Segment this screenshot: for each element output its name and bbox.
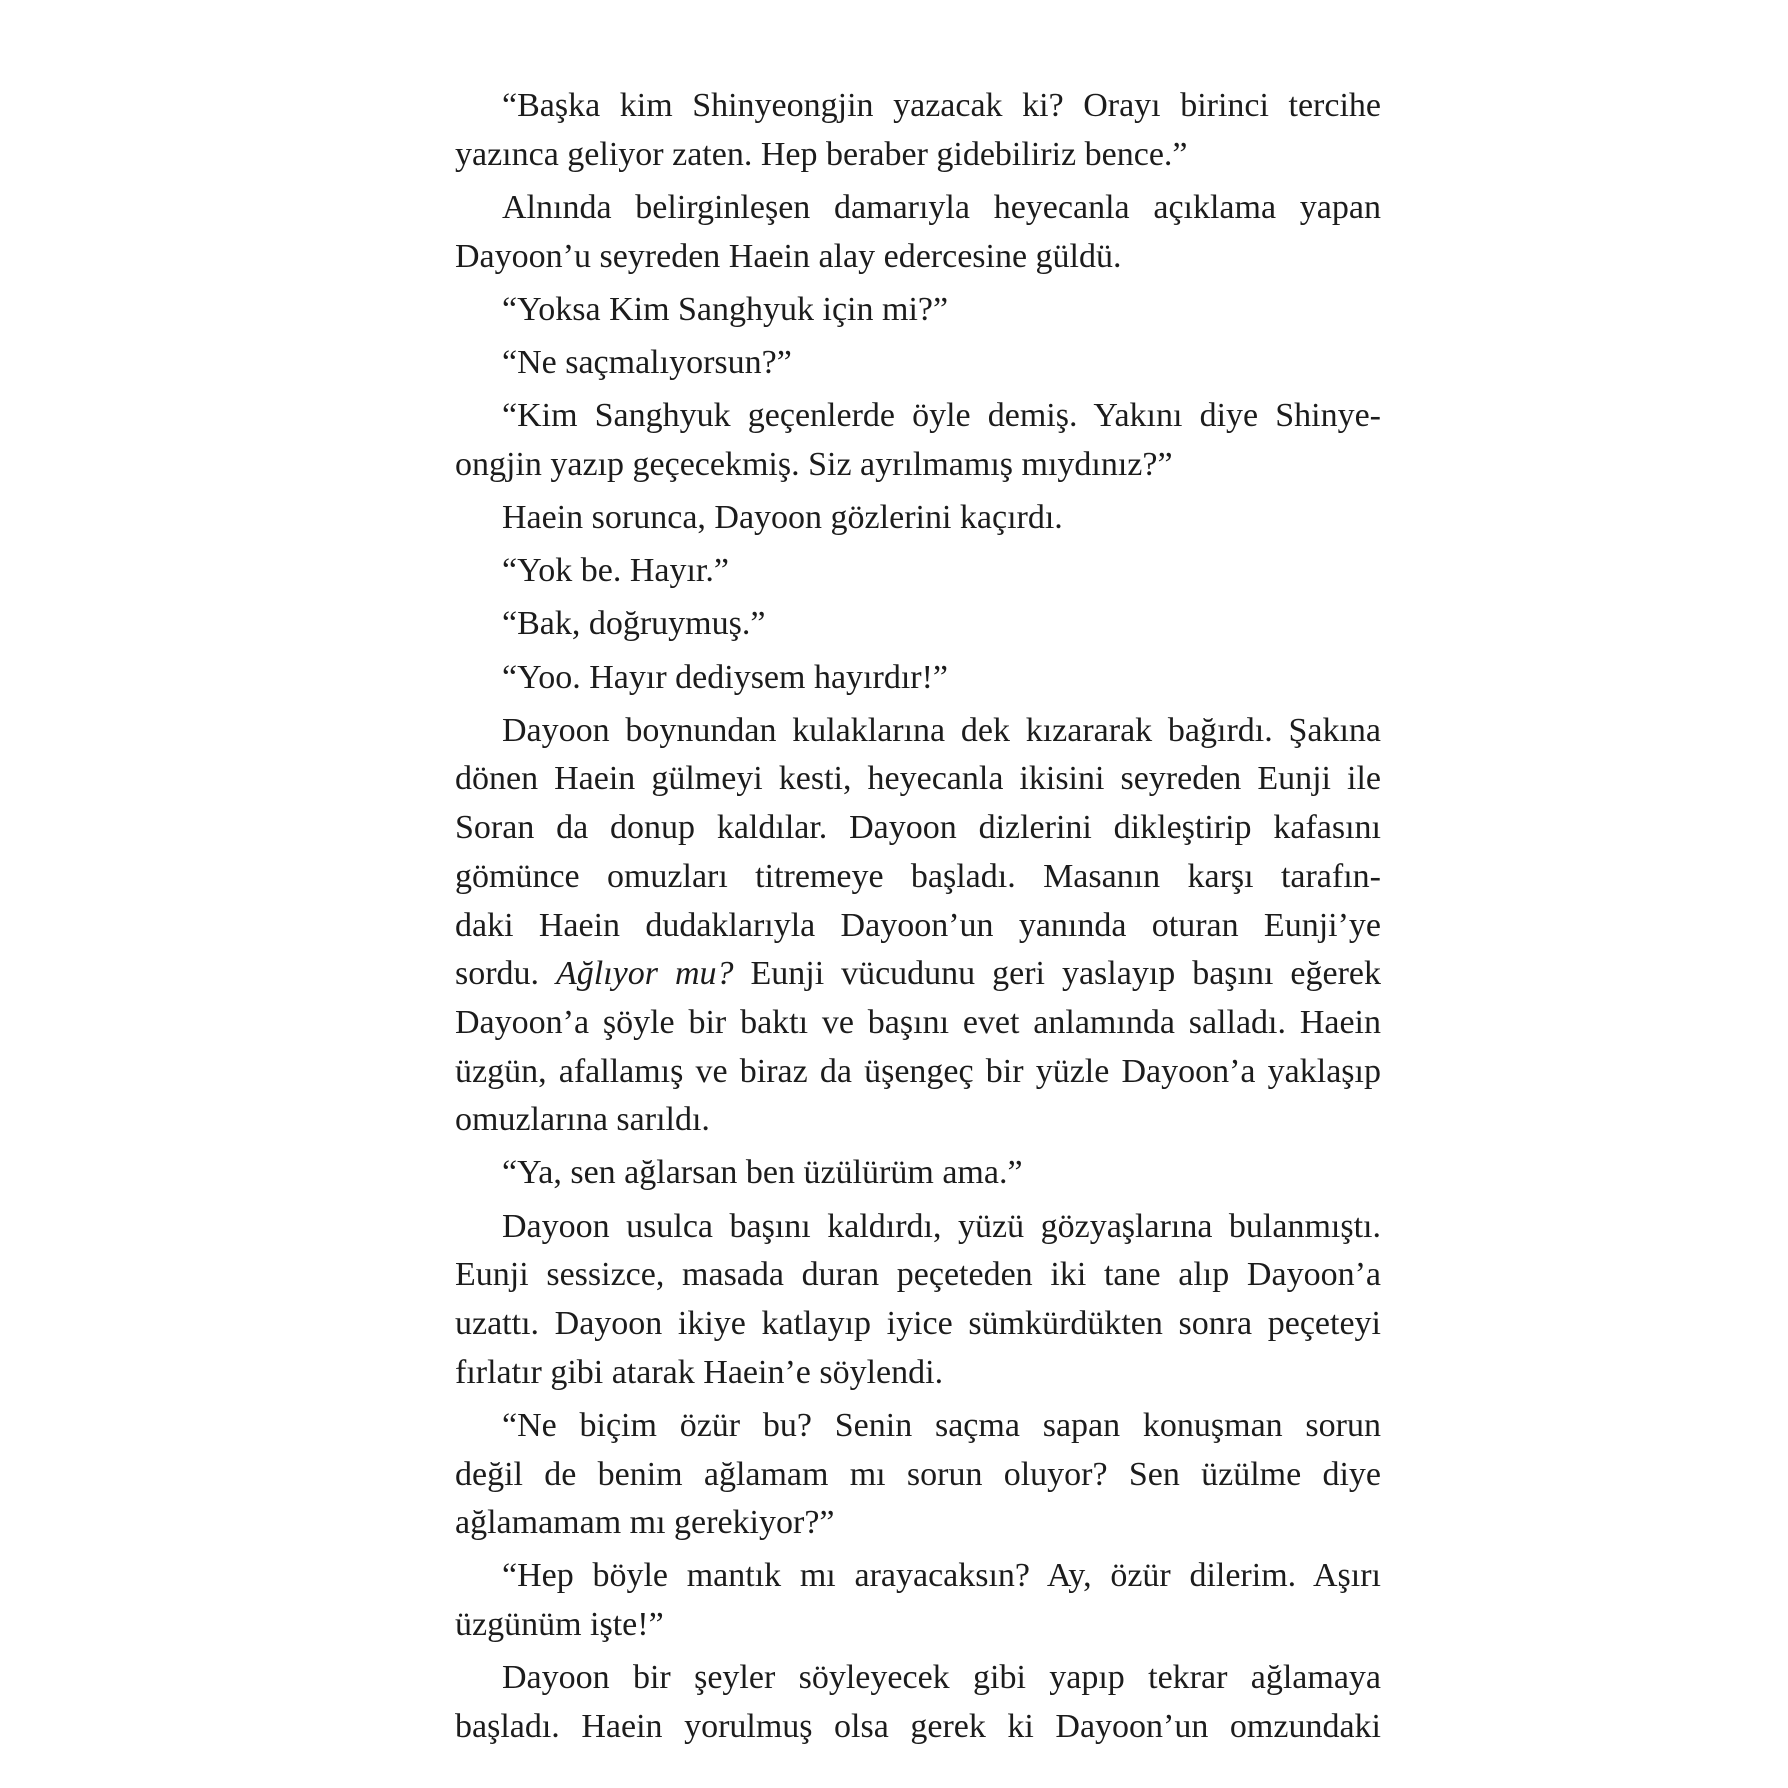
text-segment: Eunji vücudunu geri yaslayıp başını eğerek [733, 955, 1381, 993]
paragraph [455, 1552, 1381, 1649]
paragraph [455, 392, 1381, 489]
paragraph [455, 600, 1381, 649]
text-line: “Yoksa Kim Sanghyuk için mi?” [502, 290, 949, 328]
paragraph [455, 339, 1381, 388]
paragraph [455, 547, 1381, 596]
paragraph [455, 654, 1381, 703]
text-line-mixed [455, 950, 1381, 999]
text-line: uzattı. Dayoon ikiye katlayıp iyice sümkürdükten sonra peçeteyi [455, 1305, 1381, 1342]
text-line: başladı. Haein yorulmuş olsa gerek ki Dayoon’un omzundaki [455, 1708, 1381, 1745]
paragraph [455, 494, 1381, 543]
text-line: Dayoon bir şeyler söyleyecek gibi yapıp tekrar ağlamaya [502, 1659, 1381, 1697]
text-line: fırlatır gibi atarak Haein’e söylendi. [455, 1353, 944, 1391]
text-line: “Kim Sanghyuk geçenlerde öyle demiş. Yakını diye Shinye- [502, 397, 1381, 435]
text-line: “Hep böyle mantık mı arayacaksın? Ay, özür dilerim. Aşırı [502, 1557, 1381, 1595]
text-line: “Ne biçim özür bu? Senin saçma sapan konuşman sorun [502, 1406, 1381, 1444]
book-page [455, 82, 1381, 1756]
text-line: “Ne saçmalıyorsun?” [502, 343, 792, 381]
text-line: dönen Haein gülmeyi kesti, heyecanla ikisini seyreden Eunji ile [455, 760, 1381, 798]
text-line: Haein sorunca, Dayoon gözlerini kaçırdı. [502, 499, 1063, 536]
paragraph [455, 1149, 1381, 1198]
paragraph [455, 82, 1381, 179]
text-line: ongjin yazıp geçecekmiş. Siz ayrılmamış mıydınız?” [455, 445, 1173, 483]
text-line: Dayoon usulca başını kaldırdı, yüzü gözyaşlarına bulanmıştı. [502, 1207, 1381, 1245]
text-line: “Yoo. Hayır dediysem hayırdır!” [502, 658, 949, 696]
text-line: “Ya, sen ağlarsan ben üzülürüm ama.” [502, 1154, 1023, 1192]
text-line: Eunji sessizce, masada duran peçeteden iki tane alıp Dayoon’a [455, 1256, 1381, 1294]
text-line: “Bak, doğruymuş.” [502, 605, 766, 643]
text-line: Soran da donup kaldılar. Dayoon dizlerini dikleştirip kafasını [455, 809, 1381, 847]
text-line: “Yok be. Hayır.” [502, 552, 729, 590]
paragraph [455, 286, 1381, 335]
text-line: Dayoon boynundan kulaklarına dek kızararak bağırdı. Şakına [502, 711, 1381, 749]
italic-phrase: Ağlıyor mu? [556, 955, 734, 993]
paragraph [455, 707, 1381, 1145]
text-line: “Başka kim Shinyeongjin yazacak ki? Orayı birinci tercihe [502, 87, 1381, 124]
paragraph [455, 184, 1381, 281]
text-line: değil de benim ağlamam mı sorun oluyor? Sen üzülme diye [455, 1455, 1381, 1493]
text-line: Dayoon’u seyreden Haein alay edercesine güldü. [455, 237, 1122, 275]
text-line: gömünce omuzları titremeye başladı. Masanın karşı tarafın- [455, 857, 1381, 895]
paragraph [455, 1654, 1381, 1751]
text-line: daki Haein dudaklarıyla Dayoon’un yanında oturan Eunji’ye [455, 906, 1381, 944]
text-line: omuzlarına sarıldı. [455, 1101, 710, 1139]
paragraph [455, 1203, 1381, 1398]
paragraph [455, 1402, 1381, 1548]
text-line: ağlamamam mı gerekiyor?” [455, 1504, 835, 1542]
text-line: Dayoon’a şöyle bir baktı ve başını evet anlamında salladı. Haein [455, 1003, 1381, 1041]
text-segment: sordu. [455, 955, 557, 993]
text-line: üzgün, afallamış ve biraz da üşengeç bir yüzle Dayoon’a yaklaşıp [455, 1052, 1381, 1090]
text-line: üzgünüm işte!” [455, 1606, 664, 1644]
text-line: yazınca geliyor zaten. Hep beraber gidebiliriz bence.” [455, 135, 1188, 173]
text-line: Alnında belirginleşen damarıyla heyecanla açıklama yapan [502, 188, 1381, 226]
